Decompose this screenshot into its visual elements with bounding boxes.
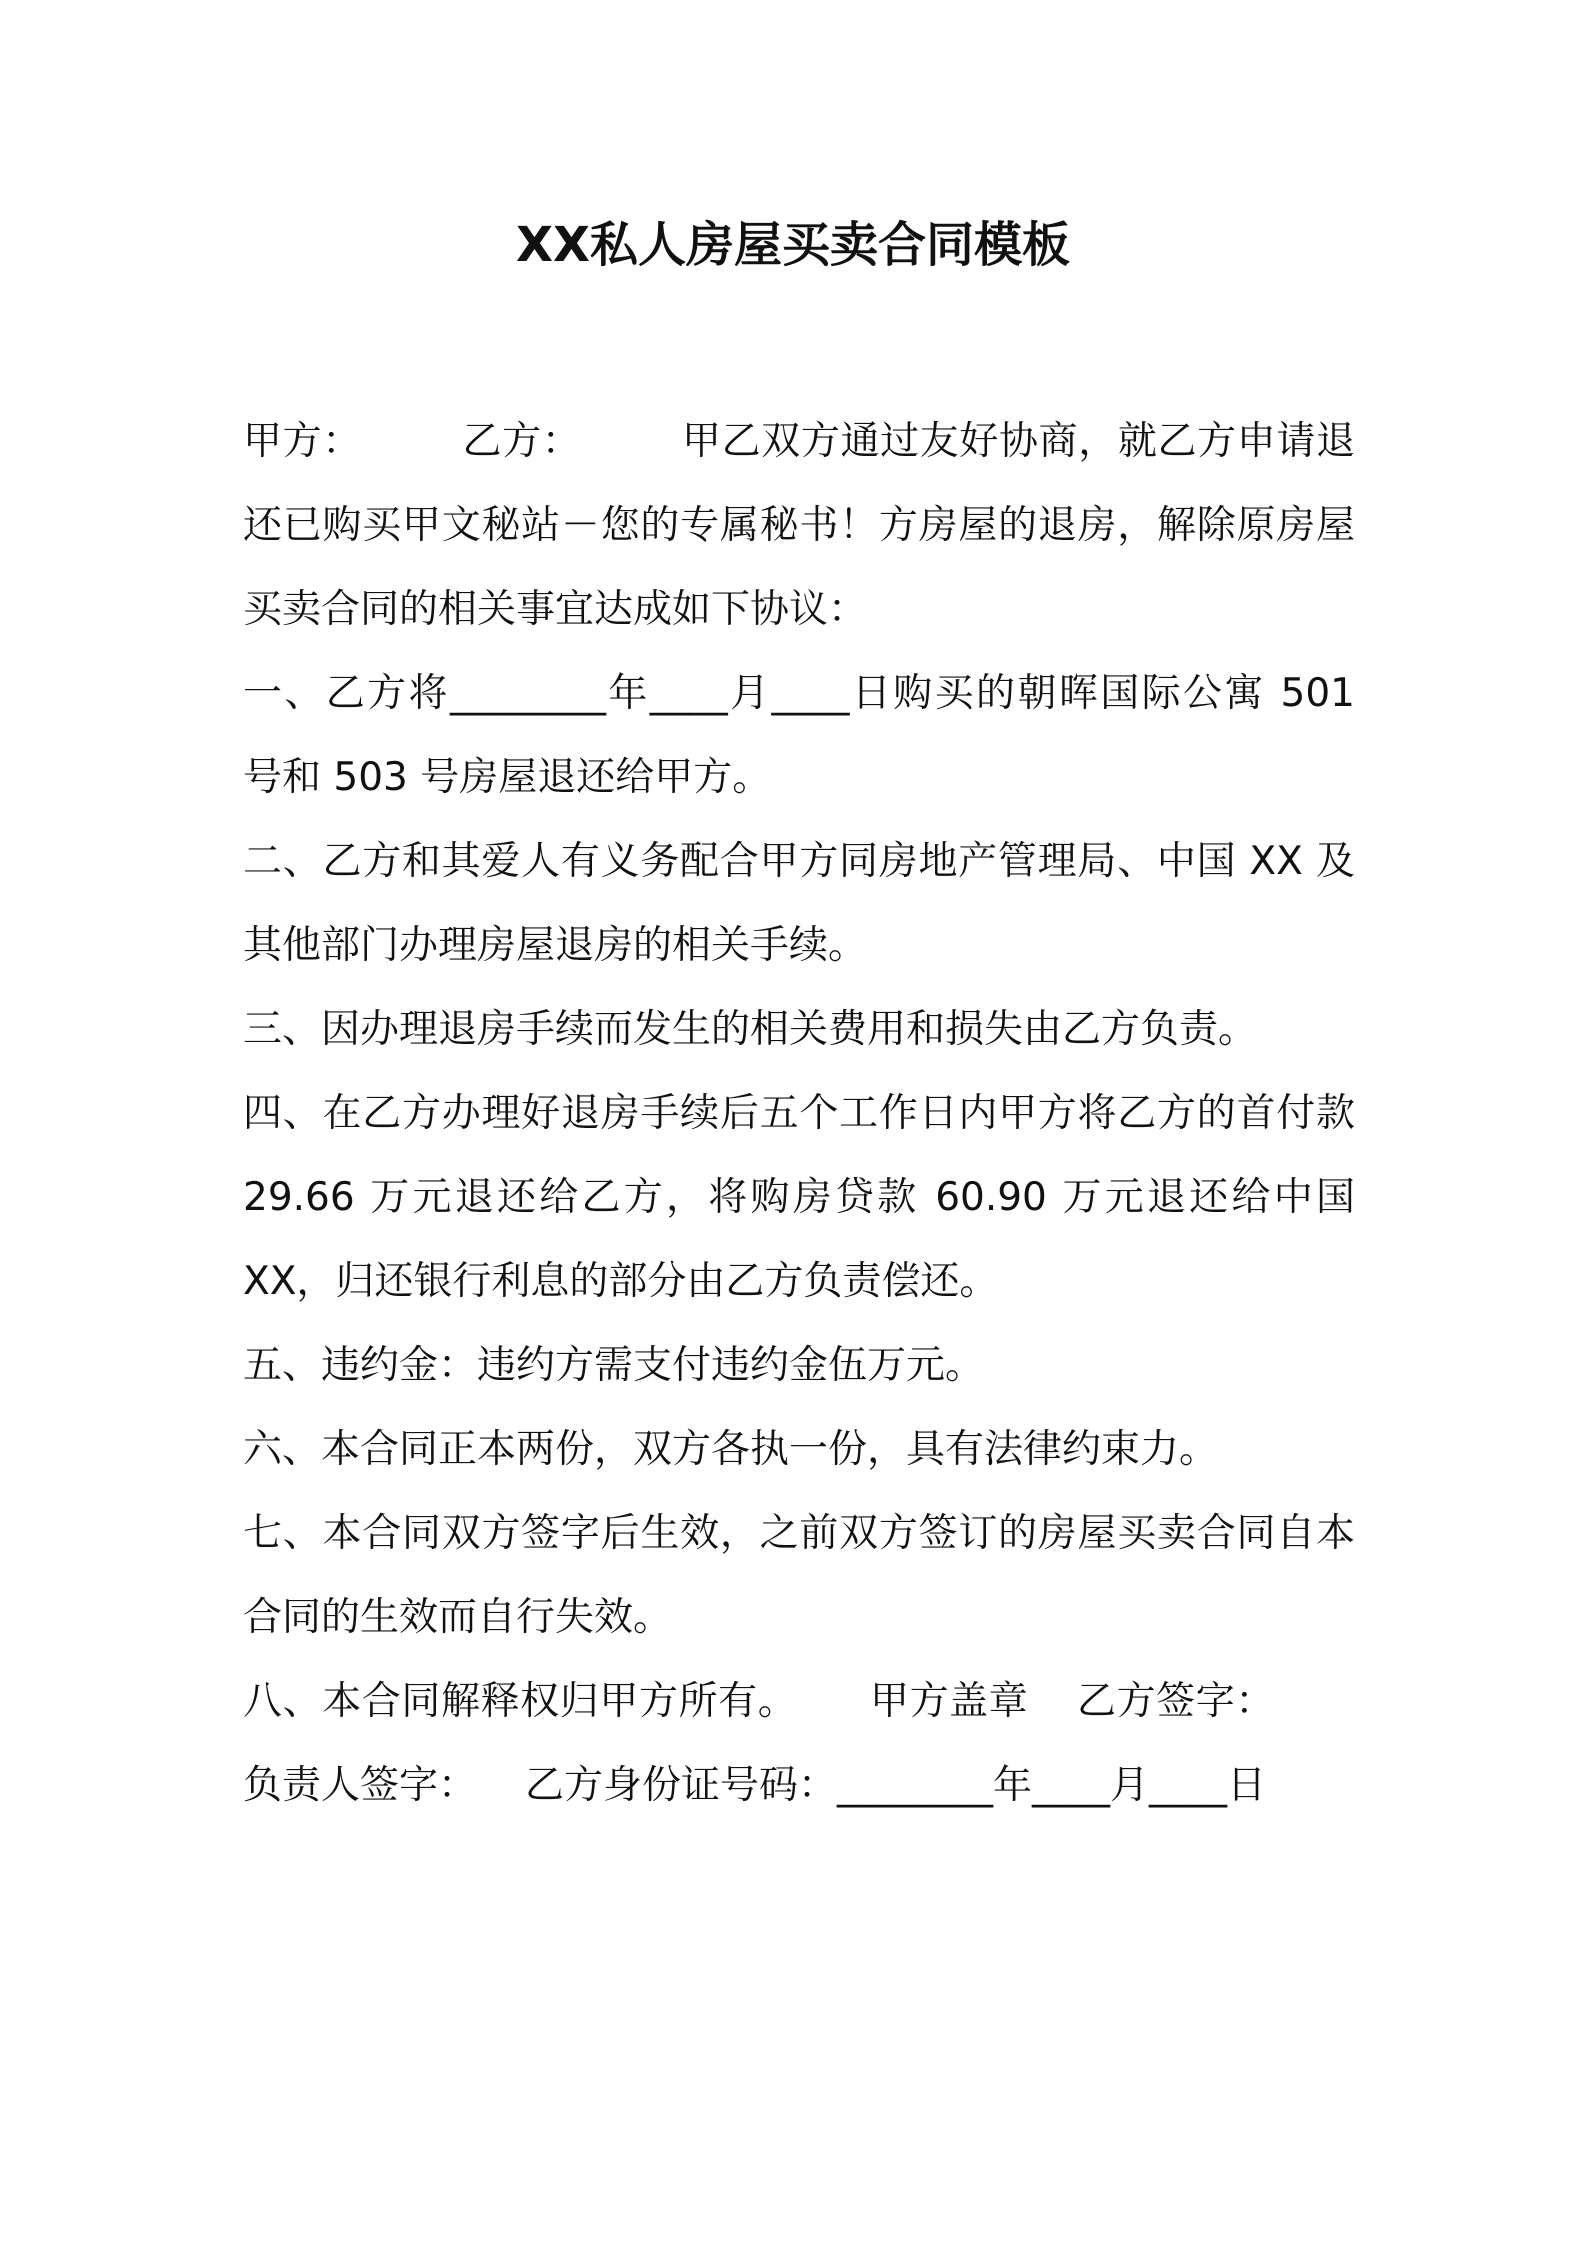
party-a-label: 甲方： (243, 419, 362, 464)
party-a-seal-label: 甲方盖章 (869, 1679, 1029, 1724)
clause-8: 八、本合同解释权归甲方所有。 (243, 1679, 798, 1724)
clause-5: 五、违约金：违约方需支付违约金伍万元。 (243, 1343, 985, 1388)
document-title: XX私人房屋买卖合同模板 (515, 217, 1071, 273)
party-b-label: 乙方： (461, 419, 582, 464)
clause-7: 七、本合同双方签字后生效，之前双方签订的房屋买卖合同自本合同的生效而自行失效。 (243, 1511, 1355, 1640)
intro-text: 甲乙双方通过友好协商，就乙方申请退还已购买甲文秘站－您的专属秘书！方房屋的退房，解除原房屋买卖合同的相关事宜达成如下协议： (243, 419, 1355, 632)
clause-2: 二、乙方和其爱人有义务配合甲方同房地产管理局、中国 XX 及其他部门办理房屋退房的相关手续。 (243, 839, 1355, 968)
party-b-sign-label: 乙方签字： (1076, 1679, 1275, 1724)
clause-3: 三、因办理退房手续而发生的相关费用和损失由乙方负责。 (243, 1007, 1258, 1052)
signature-paragraph (243, 1660, 1355, 1828)
contract-body (243, 400, 1355, 1828)
clause-6: 六、本合同正本两份，双方各执一份，具有法律约束力。 (243, 1427, 1219, 1472)
responsible-sign-label: 负责人签字： (243, 1763, 478, 1808)
clause-4: 四、在乙方办理好退房手续后五个工作日内甲方将乙方的首付款 29.66 万元退还给乙方，将购房贷款 60.90 万元退还给中国 XX，归还银行利息的部分由乙方负责偿还。 (243, 1091, 1355, 1304)
party-b-id-label: 乙方身份证号码：________年____月____日 (525, 1763, 1267, 1808)
intro-paragraph (243, 400, 1355, 652)
clause-1: 一、乙方将________年____月____日购买的朝晖国际公寓 501 号和 503 号房屋退还给甲方。 (243, 671, 1355, 800)
